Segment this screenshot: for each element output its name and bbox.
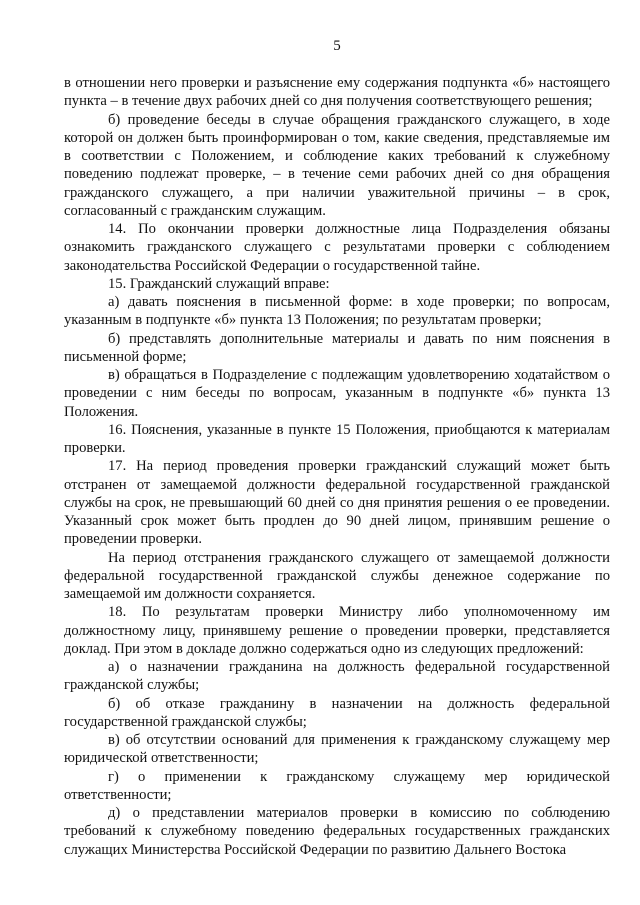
paragraph-12: а) о назначении гражданина на должность федеральной государственной гражданской службы; [64,659,610,694]
paragraph-1: в отношении него проверки и разъяснение ему содержания подпункта «б» настоящего пункта – в течение двух рабочих дней со дня получения соответствующего решения; [64,75,610,110]
paragraph-14: в) об отсутствии оснований для применения к гражданскому служащему мер юридической ответственности; [64,732,610,767]
paragraph-15: г) о применении к гражданскому служащему мер юридической ответственности; [64,768,610,803]
paragraph-13: б) об отказе гражданину в назначении на должность федеральной государственной гражданской службы; [64,695,610,730]
paragraph-4: 15. Гражданский служащий вправе: [108,275,330,292]
paragraph-9: 17. На период проведения проверки гражданский служащий может быть отстранен от замещаемой должности федеральной государственной гражданской службы на срок, не превышающий 60 дней со дня принятия решения о ее проведении. Указанный срок может быть продлен до 90 дней лицом, принявшим решение о проведении проверки. [64,458,610,548]
paragraph-10: На период отстранения гражданского служащего от замещаемой должности федеральной государственной гражданской службы денежное содержание по замещаемой им должности сохраняется. [64,549,610,602]
paragraph-3: 14. По окончании проверки должностные лица Подразделения обязаны ознакомить гражданского служащего с результатами проверки с соблюдением законодательства Российской Федерации о государственной тайне. [64,221,610,274]
paragraph-8: 16. Пояснения, указанные в пункте 15 Положения, приобщаются к материалам проверки. [64,421,610,456]
document-body [64,74,610,859]
paragraph-16: д) о представлении материалов проверки в комиссию по соблюдению требований к служебному поведению федеральных государственных гражданских служащих Министерства Российской Федерации по развитию Дальнего Востока [64,805,610,858]
paragraph-2: б) проведение беседы в случае обращения гражданского служащего, в ходе которой он должен быть проинформирован о том, какие сведения, представляемые им в соответствии с Положением, и соблюдение каких требований к служебному поведению подлежат проверке, – в течение семи рабочих дней со дня обращения гражданского служащего, а при наличии уважительной причины – в срок, согласованный с гражданским служащим. [64,111,610,219]
paragraph-7: в) обращаться в Подразделение с подлежащим удовлетворению ходатайством о проведении с ним беседы по вопросам, указанным в подпункте «б» пункта 13 Положения. [64,367,610,420]
paragraph-5: а) давать пояснения в письменной форме: в ходе проверки; по вопросам, указанным в подпункте «б» пункта 13 Положения; по результатам проверки; [64,294,610,329]
paragraph-11: 18. По результатам проверки Министру либо уполномоченному им должностному лицу, принявшему решение о проведении проверки, представляется доклад. При этом в докладе должно содержаться одно из следующих предложений: [64,604,610,657]
paragraph-6: б) представлять дополнительные материалы и давать по ним пояснения в письменной форме; [64,330,610,365]
page-number: 5 [333,38,341,54]
